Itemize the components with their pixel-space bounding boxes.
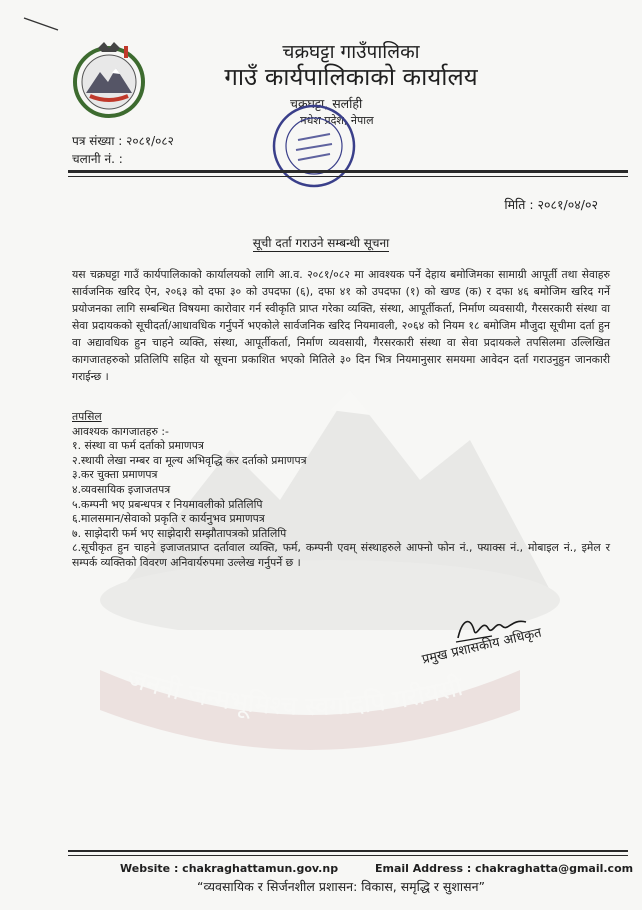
letter-date: मिति : २०८१/०४/०२ [504, 197, 598, 212]
footer-rule-thin [68, 855, 628, 856]
office-address: चक्रघट्टा, सर्लाही [290, 96, 363, 111]
schedule-item: ७. साझेदारी फर्म भए साझेदारी सम्झौतापत्रको प्रतिलिपि [72, 526, 287, 540]
footer-website: Website : chakraghattamun.gov.np [120, 862, 339, 875]
office-name: गाउँ कार्यपालिकाको कार्यालय [224, 63, 478, 91]
schedule-item: २.स्थायी लेखा नम्बर वा मूल्य अभिवृद्धि कर दर्ताको प्रमाणपत्र [72, 453, 307, 467]
office-stamp [268, 100, 360, 192]
header-rule-thin [68, 176, 628, 177]
schedule-heading: तपसिल [72, 410, 102, 423]
schedule-item: १. संस्था वा फर्म दर्ताको प्रमाणपत्र [72, 439, 204, 453]
schedule-item: ४.व्यवसायिक इजाजतपत्र [72, 482, 171, 496]
footer-rule-thick [68, 850, 628, 852]
notice-body: यस चक्रघट्टा गाउँ कार्यपालिकाको कार्यालयको लागि आ.व. २०८१/०८२ मा आवश्यक पर्ने देहाय बमोजिमका सामाग्री आपूर्ती तथा सेवाहरु सार्वजनिक खरिद ऐन, २०६३ को दफा ३० को उपदफा (६), दफा ४१ को उपदफा (१) को खण्ड (क) र दफा ४६ बमोजिम खरिद गर्ने प्रयोजनका लागि सम्बन्धित विषयमा कारोवार गर्न स्वीकृति प्राप्त गरेका व्यक्ति, संस्था, आपूर्तीकर्ता, निर्माण व्यवसायी, गैरसरकारी संस्था वा सेवा प्रदायकको सूचीदर्ता/आधावधिक गर्नुपर्ने भएकोले सार्वजनिक खरिद नियमावली, २०६४ को नियम १८ बमोजिम मौजुदा सूचीमा दर्ता हुन वा अद्यावधिक हुन चाहने व्यक्ति, संस्था, आपूर्तीकर्ता, निर्माण व्यवसायी, गैरसरकारी संस्था वा सेवा प्रदायकले तपसिलमा उल्लिखित कागजातहरुको प्रतिलिपि सहित यो सूचना प्रकाशित भएको मितिले ३० दिन भित्र नियमानुसार समयमा आवेदन दर्ता गराउनुहुन जानकारी गराईन्छ । [72, 268, 610, 383]
notice-subject [0, 234, 642, 251]
municipality-name: चक्रघट्टा गाउँपालिका [282, 41, 420, 63]
corner-pen-mark [22, 14, 62, 34]
header-rule-thick [68, 170, 628, 173]
footer-email: Email Address : chakraghatta@gmail.com [375, 862, 634, 875]
reference-number: पत्र संख्या : २०८१/०८२ [72, 134, 174, 148]
schedule-section [72, 410, 610, 571]
office-province: मधेश प्रदेश, नेपाल [300, 114, 374, 127]
signatory-title: प्रमुख प्रशासकीय अधिकृत [420, 625, 543, 668]
dispatch-number: चलानी नं. : [72, 152, 123, 166]
schedule-item: ५.कम्पनी भए प्रबन्धपत्र र नियमावलीको प्रतिलिपि [72, 497, 263, 511]
schedule-item: ८.सूचीकृत हुन चाहने इजाजतप्राप्त दर्तावाल व्यक्ति, फर्म, कम्पनी एवम् संस्थाहरुले आफ्नो फोन नं., फ्याक्स नं., मोबाइल नं., इमेल र सम्पर्क व्यक्तिको विवरण अनिवार्यरुपमा उल्लेख गर्नुपर्ने छ । [72, 541, 610, 569]
schedule-subheading: आवश्यक कागजातहरु :- [72, 424, 169, 438]
footer-slogan: “व्यवसायिक र सिर्जनशील प्रशासन: विकास, समृद्धि र सुशासन” [197, 879, 485, 894]
notice-subject-text: सूची दर्ता गराउने सम्बन्धी सूचना [252, 236, 390, 250]
schedule-item: ३.कर चुक्ता प्रमाणपत्र [72, 468, 158, 482]
watermark-motto-text: जननी जन्मभूमिश्च स्वर्गादपि गरीयसी [123, 663, 466, 723]
schedule-item: ६.मालसमान/सेवाको प्रकृति र कार्यनुभव प्रमाणपत्र [72, 512, 265, 526]
